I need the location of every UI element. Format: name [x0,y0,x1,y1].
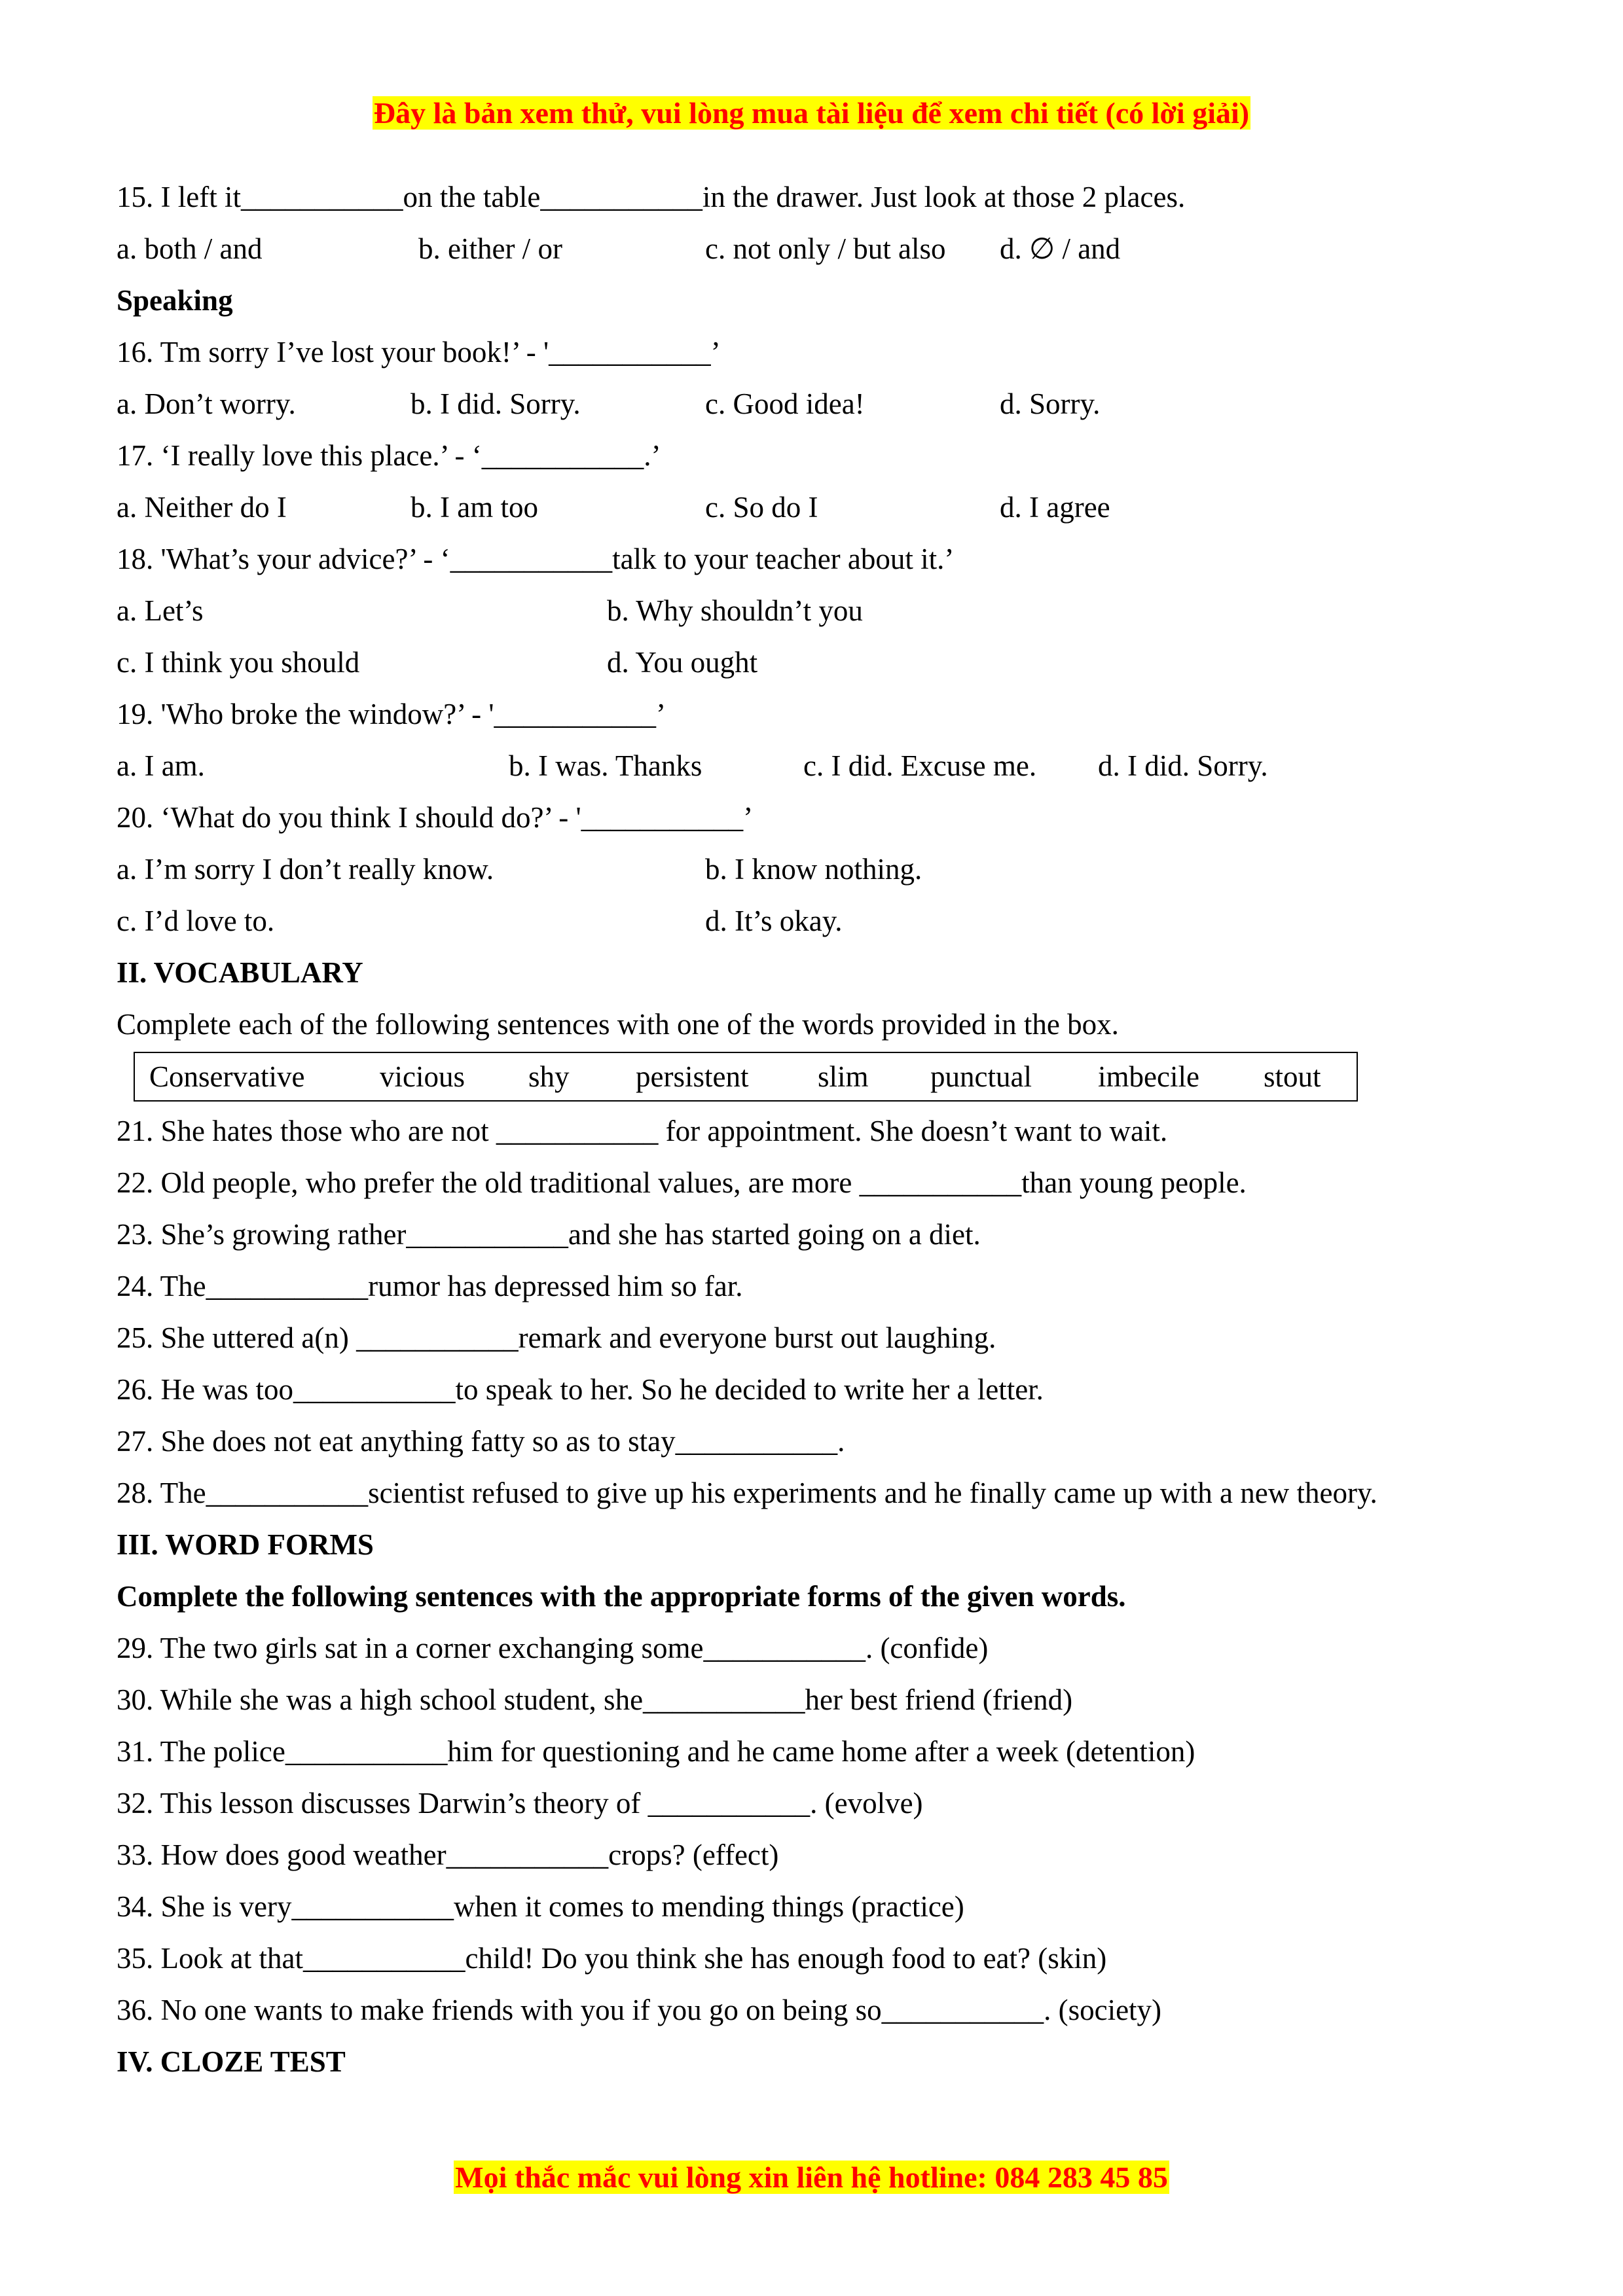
option-b: b. I am too [410,491,538,524]
word-form-item-31: 31. The police___________him for questioning and he came home after a week (detention) [117,1735,1195,1768]
option-c: c. I did. Excuse me. [803,749,1037,782]
vocab-item-28: 28. The___________scientist refused to give up his experiments and he finally came up with a new theory. [117,1477,1377,1509]
question-20-options-row2 [117,895,1504,947]
option-a: a. both / and [117,232,263,265]
question-17: 17. ‘I really love this place.’ - ‘___________.’ [117,439,661,472]
word-form-item-30: 30. While she was a high school student, she___________her best friend (friend) [117,1683,1073,1716]
question-19-options [117,740,1504,792]
hotline-banner [0,2160,1623,2195]
word-form-item-33: 33. How does good weather___________crops? (effect) [117,1839,779,1871]
option-c: c. not only / but also [705,232,946,265]
vocab-item-27: 27. She does not eat anything fatty so as to stay___________. [117,1425,845,1458]
section-heading-speaking: Speaking [117,284,233,317]
word-box-item: Conservative [149,1060,305,1093]
section-heading-vocabulary: II. VOCABULARY [117,956,363,989]
word-form-item-32: 32. This lesson discusses Darwin’s theory of ___________. (evolve) [117,1787,923,1820]
word-box-item: stout [1264,1060,1321,1093]
word-form-item-35: 35. Look at that___________child! Do you think she has enough food to eat? (skin) [117,1942,1107,1975]
question-15-options [117,223,1504,275]
option-c: c. So do I [705,491,818,524]
vocabulary-instruction: Complete each of the following sentences with one of the words provided in the box. [117,1008,1119,1041]
question-17-options [117,482,1504,533]
option-b: b. I did. Sorry. [410,387,581,420]
vocab-item-24: 24. The___________rumor has depressed him so far. [117,1270,743,1302]
option-b: b. either / or [418,232,562,265]
vocab-item-22: 22. Old people, who prefer the old traditional values, are more ___________than young people. [117,1166,1247,1199]
option-d: d. You ought [607,646,758,679]
word-box-item: shy [528,1060,570,1093]
option-a: a. Neither do I [117,491,287,524]
option-d: d. It’s okay. [705,905,843,937]
question-16-options [117,378,1504,430]
option-a: a. I’m sorry I don’t really know. [117,853,494,886]
option-c: c. Good idea! [705,387,865,420]
word-box-item: punctual [930,1060,1032,1093]
question-20: 20. ‘What do you think I should do?’ - '___________’ [117,801,754,834]
question-15: 15. I left it___________on the table___________in the drawer. Just look at those 2 places. [117,181,1186,213]
hotline-banner-text: Mọi thắc mắc vui lòng xin liên hệ hotline: 084 283 45 85 [455,2161,1168,2194]
option-b: b. Why shouldn’t you [607,594,863,627]
option-d: d. Sorry. [1000,387,1101,420]
word-form-item-36: 36. No one wants to make friends with you if you go on being so___________. (society) [117,1994,1162,2026]
word-box-item: persistent [636,1060,749,1093]
option-b: b. I was. Thanks [509,749,702,782]
word-forms-instruction: Complete the following sentences with the appropriate forms of the given words. [117,1580,1126,1613]
word-box-item: vicious [380,1060,465,1093]
worksheet-content [117,171,1504,2088]
section-heading-word-forms: III. WORD FORMS [117,1528,374,1561]
word-box-row [117,1050,1504,1105]
vocab-item-26: 26. He was too___________to speak to her. So he decided to write her a letter. [117,1373,1044,1406]
preview-banner [0,96,1623,130]
word-form-item-34: 34. She is very___________when it comes to mending things (practice) [117,1890,964,1923]
question-18-options-row2 [117,637,1504,689]
word-box [134,1052,1358,1102]
question-16: 16. Tm sorry I’ve lost your book!’ - '___________’ [117,336,721,368]
vocab-item-25: 25. She uttered a(n) ___________remark and everyone burst out laughing. [117,1321,996,1354]
question-20-options-row1 [117,844,1504,895]
question-19: 19. 'Who broke the window?’ - '___________’ [117,698,666,730]
section-heading-cloze-test: IV. CLOZE TEST [117,2045,346,2078]
option-d: d. ∅ / and [1000,232,1121,265]
preview-banner-text: Đây là bản xem thử, vui lòng mua tài liệu để xem chi tiết (có lời giải) [373,96,1250,130]
vocab-item-21: 21. She hates those who are not ___________ for appointment. She doesn’t want to wait. [117,1115,1168,1147]
vocab-item-23: 23. She’s growing rather___________and she has started going on a diet. [117,1218,981,1251]
option-c: c. I think you should [117,646,360,679]
option-d: d. I did. Sorry. [1098,749,1268,782]
option-d: d. I agree [1000,491,1110,524]
word-form-item-29: 29. The two girls sat in a corner exchanging some___________. (confide) [117,1632,989,1664]
option-b: b. I know nothing. [705,853,922,886]
option-a: a. Don’t worry. [117,387,296,420]
question-18-options-row1 [117,585,1504,637]
word-box-item: slim [818,1060,869,1093]
question-18: 18. 'What’s your advice?’ - ‘___________talk to your teacher about it.’ [117,543,955,575]
option-a: a. Let’s [117,594,204,627]
option-c: c. I’d love to. [117,905,275,937]
word-box-item: imbecile [1098,1060,1199,1093]
option-a: a. I am. [117,749,205,782]
